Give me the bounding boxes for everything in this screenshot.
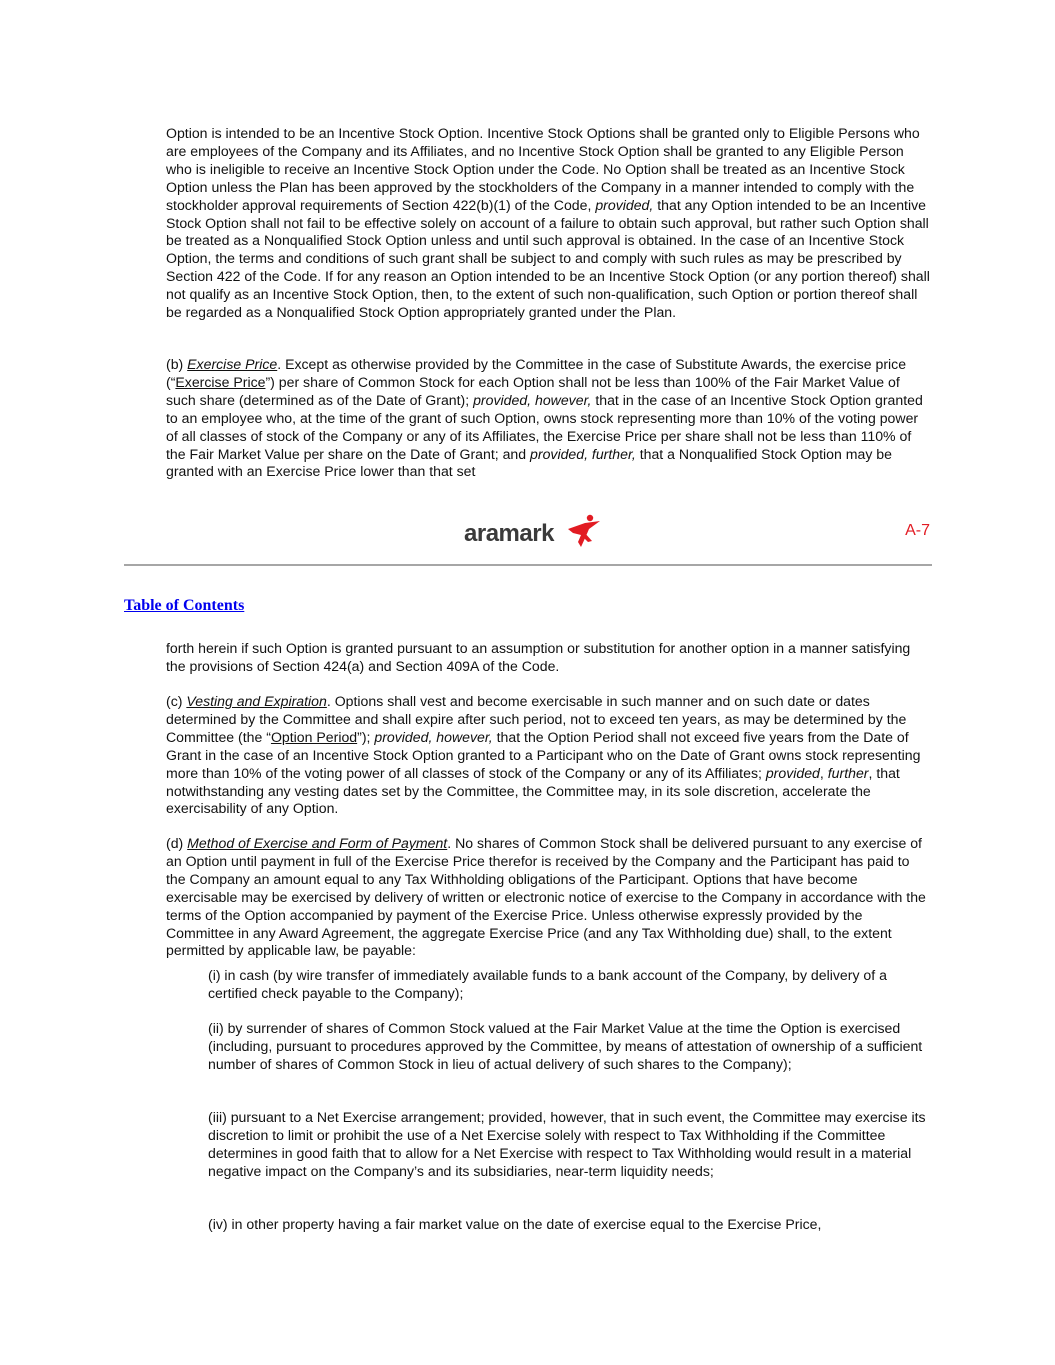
paragraph-exercise-price: (b) Exercise Price. Except as otherwise provided by the Committee in the case of Substitute Awards, the exercise price (“Exercise Price”) per share of Common Stock for each Option shall not be less than 100% of the Fair Market Value of such share (determined as of the Date of Grant); provided, however, that in the case of an Incentive Stock Option granted to an employee who, at the time of the grant of such Option, owns stock representing more than 10% of the voting power of all classes of stock of the Company or any of its Affiliates, the Exercise Price per share shall not be less than 110% of the Fair Market Value per share on the Date of Grant; and provided, further, that a Nonqualified Stock Option may be granted with an Exercise Price lower than that set <box>166 356 923 480</box>
list-item-other-property: (iv) in other property having a fair market value on the date of exercise equal to the Exercise Price, <box>208 1216 822 1232</box>
heading-method-of-exercise: Method of Exercise and Form of Payment <box>187 835 448 851</box>
heading-vesting-expiration: Vesting and Expiration <box>186 693 327 709</box>
page-divider <box>124 564 932 566</box>
table-of-contents-link[interactable]: Table of Contents <box>124 597 245 614</box>
paragraph-vesting-expiration: (c) Vesting and Expiration. Options shall vest and become exercisable in such manner and on such date or dates determined by the Committee and shall expire after such period, not to exceed ten years, as may be determined by the Committee (the “Option Period”); provided, however, that the Option Period shall not exceed five years from the Date of Grant in the case of an Incentive Stock Option granted to a Participant who on the Date of Grant owns stock representing more than 10% of the voting power of all classes of stock of the Company or any of its Affiliates; provided, further, that notwithstanding any vesting dates set by the Committee, the Committee may, in its sole discretion, accelerate the exercisability of any Option. <box>166 693 921 817</box>
page-number: A-7 <box>905 522 930 539</box>
star-figure-icon <box>568 515 600 547</box>
heading-exercise-price: Exercise Price <box>187 356 278 372</box>
svg-text:aramark: aramark <box>464 520 554 547</box>
defined-term-exercise-price: Exercise Price <box>175 373 266 390</box>
aramark-logo <box>464 512 604 552</box>
page-footer <box>124 508 932 558</box>
list-item-surrender-shares: (ii) by surrender of shares of Common Stock valued at the Fair Market Value at the time the Option is exercised (including, pursuant to procedures approved by the Committee, by means of attestation of ownership of a sufficient number of shares of Common Stock in lieu of actual delivery of such shares to the Company); <box>208 1020 923 1072</box>
defined-term-option-period: Option Period <box>270 728 358 745</box>
list-item-net-exercise: (iii) pursuant to a Net Exercise arrangement; provided, however, that in such event, the Committee may exercise its discretion to limit or prohibit the use of a Net Exercise solely with respect to Tax Withholding if the Committee determines in good faith that to allow for a Net Exercise with respect to Tax Withholding would result in a material negative impact on the Company’s and its subsidiaries, near-term liquidity needs; <box>208 1109 926 1179</box>
list-item-cash: (i) in cash (by wire transfer of immediately available funds to a bank account of the Company, by delivery of a certified check payable to the Company); <box>208 967 887 1001</box>
paragraph-incentive-stock-option: Option is intended to be an Incentive Stock Option. Incentive Stock Options shall be granted only to Eligible Persons who are employees of the Company and its Affiliates, and no Incentive Stock Option shall be granted to any Eligible Person who is ineligible to receive an Incentive Stock Option under the Code. No Option shall be treated as an Incentive Stock Option unless the Plan has been approved by the stockholders of the Company in a manner intended to comply with the stockholder approval requirements of Section 422(b)(1) of the Code, provided, that any Option intended to be an Incentive Stock Option shall not fail to be effective solely on account of a failure to obtain such approval, but rather such Option shall be treated as a Nonqualified Stock Option unless and until such approval is obtained. In the case of an Incentive Stock Option, the terms and conditions of such grant shall be subject to and comply with such rules as may be prescribed by Section 422 of the Code. If for any reason an Option intended to be an Incentive Stock Option (or any portion thereof) shall not qualify as an Incentive Stock Option, then, to the extent of such non-qualification, such Option or portion thereof shall be regarded as a Nonqualified Stock Option appropriately granted under the Plan. <box>166 125 930 321</box>
paragraph-method-of-exercise: (d) Method of Exercise and Form of Payment. No shares of Common Stock shall be delivered pursuant to any exercise of an Option until payment in full of the Exercise Price therefor is received by the Company and the Participant has paid to the Company an amount equal to any Tax Withholding obligations of the Participant. Options that have become exercisable may be exercised by delivery of written or electronic notice of exercise to the Company in accordance with the terms of the Option accompanied by payment of the Exercise Price. Unless otherwise expressly provided by the Committee in any Award Agreement, the aggregate Exercise Price (and any Tax Withholding due) shall, to the extent permitted by applicable law, be payable: <box>166 835 926 959</box>
paragraph-continuation: forth herein if such Option is granted pursuant to an assumption or substitution for another option in a manner satisfying the provisions of Section 424(a) and Section 409A of the Code. <box>166 640 911 674</box>
